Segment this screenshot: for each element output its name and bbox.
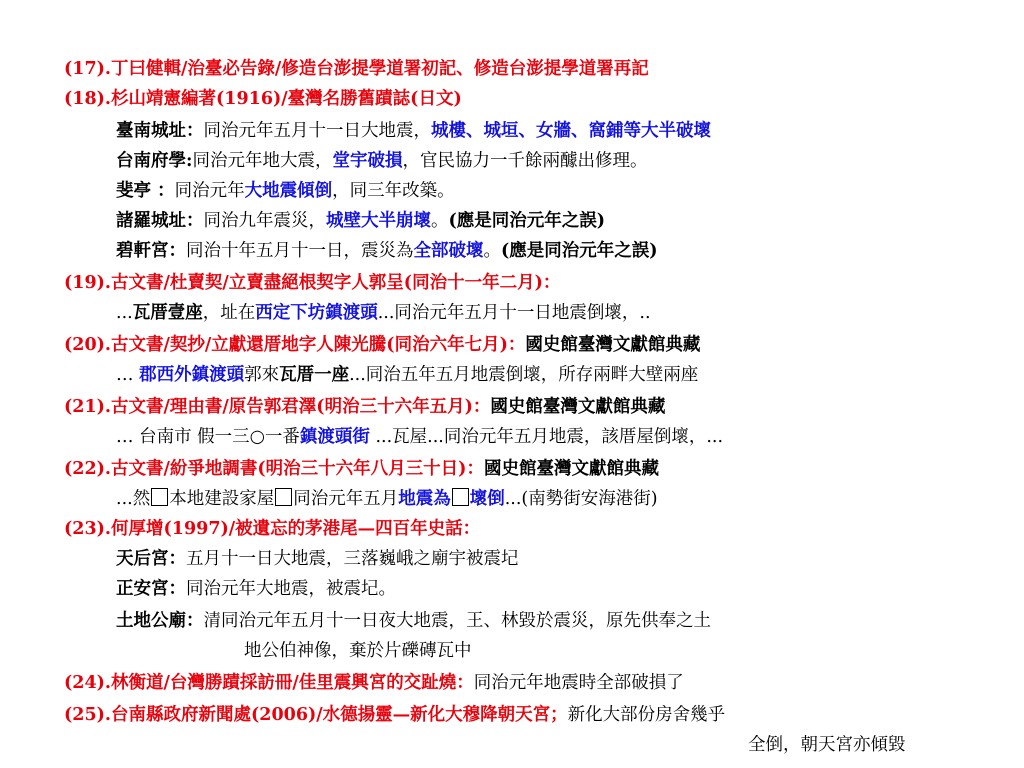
damage-highlight: 壞倒 [469,489,505,509]
site-label: 土地公廟： [116,611,204,631]
entry-title: (24).林衡道/台灣勝蹟採訪冊/佳里震興宮的交趾燒： [64,673,474,693]
damage-highlight: 全部破壞 [413,241,484,261]
ellipsis: … [116,365,140,385]
damage-highlight: 城壁大半崩壞 [326,211,431,231]
entry-25-heading [64,700,725,730]
illegible-character-box [151,488,168,506]
description: ...然 [116,489,151,509]
entry-18-line-5 [116,236,658,266]
entry-title: (25).台南縣政府新聞處(2006)/水德揚靈—新化大穆降朝天宮； [64,705,568,725]
description-tail: ，同三年改築。 [332,181,455,201]
damage-highlight: 大地震傾倒 [244,181,333,201]
site-label: 諸羅城址： [116,211,204,231]
description-tail: 。 [483,241,501,261]
description: 同治十年五月十一日，震災為 [186,241,414,261]
entry-22-line-1 [116,484,658,514]
entry-24-heading [64,668,684,698]
address-text: … 台南市 假一三○一番 [116,427,300,447]
editor-note: (應是同治元年之誤) [448,211,606,231]
site-label: 碧軒宮： [116,241,186,261]
description: 同治元年五月十一日大地震， [203,121,431,141]
damage-highlight: 地震為 [398,489,451,509]
archive-source: 國史館臺灣文獻館典藏 [490,397,666,417]
description: 同治元年地大震， [192,151,333,171]
location-highlight: 鎮渡頭街 [299,427,370,447]
description: 同治元年五月 [293,489,399,509]
entry-title: (20).古文書/契抄/立獻還厝地字人陳光騰(同治六年七月)： [64,335,526,355]
entry-title: (21).古文書/理由書/原告郭君澤(明治三十六年五月)： [64,397,491,417]
entry-23-line-4 [244,636,472,666]
site-label: 正安宮： [116,579,186,599]
description-tail: ...同治五年五月地震倒壞，所存兩畔大壁兩座 [349,365,699,385]
description: 全倒，朝天宮亦傾毀 [748,735,906,755]
property-label: 瓦厝一座 [279,365,350,385]
property-label: 瓦厝壹座 [132,303,203,323]
description: 同治元年大地震，被震圮。 [186,579,396,599]
entry-18-heading: (18).杉山靖憲編著(1916)/臺灣名勝舊蹟誌(日文) [64,89,462,109]
archive-source: 國史館臺灣文獻館典藏 [525,335,701,355]
description-tail: ...(南勢街安海港街) [504,489,658,509]
entry-18-line-1 [116,116,711,146]
entry-18-line-2 [116,146,647,176]
entry-18-line-3 [116,176,455,206]
entry-22-heading [64,454,659,484]
archive-source: 國史館臺灣文獻館典藏 [483,459,659,479]
entry-title: (22).古文書/紛爭地調書(明治三十六年八月三十日)： [64,459,484,479]
description: 五月十一日大地震，三落巍峨之廟宇被震圮 [186,549,519,569]
description-tail: ，官民協力一千餘兩醵出修理。 [402,151,648,171]
entry-23-line-3 [116,606,711,636]
entry-21-line-1 [116,422,723,452]
editor-note: (應是同治元年之誤) [501,241,658,261]
site-label: 台南府學: [116,151,193,171]
entry-19-heading: (19).古文書/杜賣契/立賣盡絕根契字人郭呈(同治十一年二月)： [64,273,561,293]
location-highlight: 西定下坊鎮渡頭 [255,303,378,323]
location-highlight: 郡西外鎮渡頭 [139,365,245,385]
description: 同治九年震災， [203,211,326,231]
site-label: 斐亭 ： [116,181,175,201]
description-tail: ...瓦屋...同治元年五月地震，該厝屋倒壞，... [369,427,724,447]
description: 本地建設家屋 [169,489,275,509]
ellipsis: ... [116,303,133,323]
description: 郭來 [244,365,280,385]
entry-23-line-1 [116,544,519,574]
entry-19-line-1 [116,298,651,328]
entry-18-line-4 [116,206,605,236]
entry-17-heading: (17).丁曰健輯/治臺必告錄/修造台澎提學道署初記、修造台澎提學道署再記 [64,59,649,79]
site-label: 天后宮： [116,549,186,569]
entry-23-line-2 [116,574,396,604]
entry-23-heading: (23).何厚增(1997)/被遺忘的茅港尾—四百年史話： [64,519,481,539]
description: 同治元年 [174,181,245,201]
entry-20-line-1 [116,360,698,390]
description: ，址在 [202,303,256,323]
entry-21-heading [64,392,665,422]
site-label: 臺南城址： [116,121,204,141]
description: 地公伯神像，棄於片礫磚瓦中 [244,641,472,661]
damage-highlight: 城樓、城垣、女牆、窩鋪等大半破壞 [431,121,711,141]
illegible-character-box [452,488,469,506]
description-tail: ...同治元年五月十一日地震倒壞，.. [377,303,651,323]
entry-25-line-2 [748,730,906,760]
entry-20-heading [64,330,700,360]
illegible-character-box [275,488,292,506]
description: 新化大部份房舍幾乎 [567,705,726,725]
description: 清同治元年五月十一日夜大地震，王、林毀於震災，原先供奉之土 [203,611,711,631]
description: 同治元年地震時全部破損了 [473,673,684,693]
description-tail: 。 [431,211,449,231]
damage-highlight: 堂宇破損 [332,151,403,171]
